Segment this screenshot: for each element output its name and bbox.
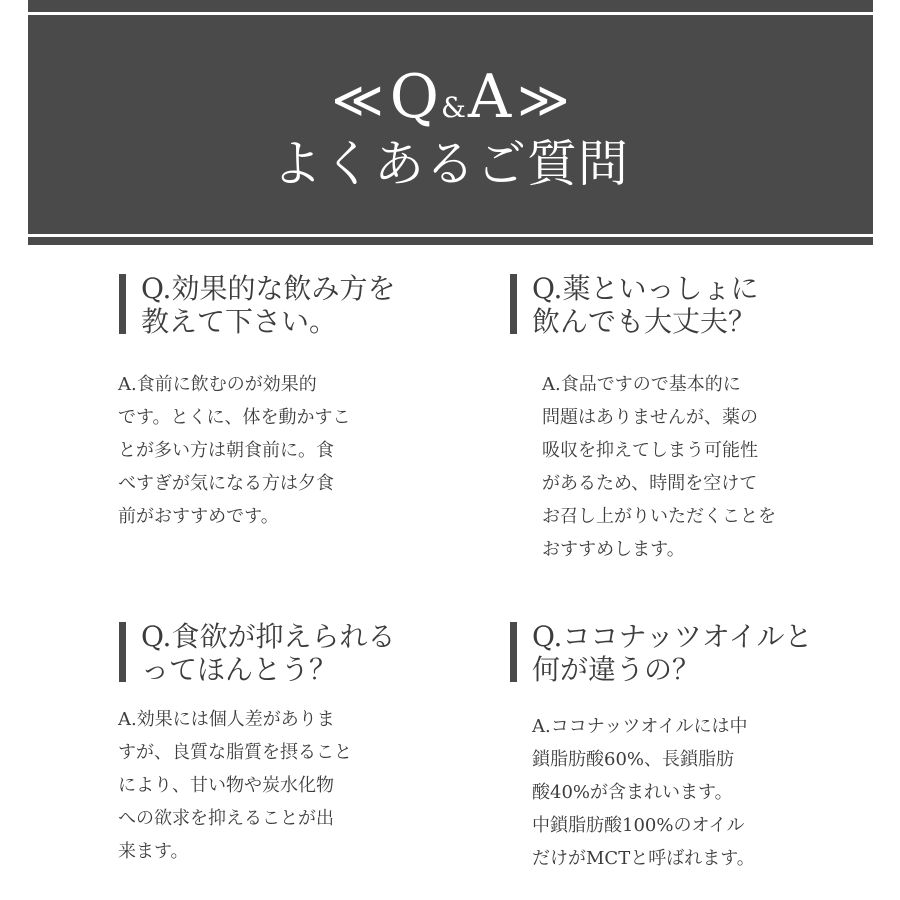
answer-line: 問題はありませんが、薬の: [542, 407, 758, 428]
bracket-right: ≫: [517, 70, 570, 129]
question-line: 飲んでも大丈夫？: [532, 305, 757, 338]
qa-item-with-medicine: [510, 272, 758, 338]
bracket-left: ≪: [331, 70, 384, 129]
question: [119, 620, 395, 686]
qa-header-banner: [28, 15, 873, 234]
bottom-divider: [28, 237, 873, 245]
top-divider: [28, 0, 873, 12]
question-line: 何が違うの？: [532, 653, 701, 686]
answer-line: A.ココナッツオイルには中: [532, 716, 748, 737]
answer-line: べすぎが気になる方は夕食: [118, 473, 334, 494]
answer-line: 酸40%が含まれいます。: [532, 782, 733, 803]
banner-a: A: [467, 61, 512, 132]
answer-line: A.効果には個人差がありま: [118, 709, 335, 730]
question: [119, 272, 395, 338]
answer-line: 鎖脂肪酸60%、長鎖脂肪: [532, 749, 735, 770]
banner-subtitle: よくあるご質問: [272, 134, 629, 193]
answer: [542, 368, 776, 566]
answer-line: とが多い方は朝食前に。食: [118, 440, 334, 461]
question-line: Q.効果的な飲み方を: [141, 272, 396, 305]
answer-line: だけがMCTと呼ばれます。: [532, 848, 755, 869]
answer: [532, 710, 755, 875]
answer-line: お召し上がりいただくことを: [542, 506, 776, 527]
question-line: Q.食欲が抑えられる: [141, 620, 396, 653]
answer: [118, 703, 352, 868]
qa-item-effective-drinking: [119, 272, 395, 338]
qa-item-appetite: [119, 620, 395, 686]
answer-line: すが、良質な脂質を摂ること: [118, 742, 352, 763]
question-line: Q.薬といっしょに: [532, 272, 759, 305]
answer-line: があるため、時間を空けて: [542, 473, 758, 494]
question: [510, 620, 813, 686]
answer-line: 中鎖脂肪酸100%のオイル: [532, 815, 745, 836]
question: [510, 272, 758, 338]
answer-line: です。とくに、体を動かすこ: [118, 407, 351, 428]
answer-line: A.食前に飲むのが効果的: [118, 374, 317, 395]
answer: [118, 368, 351, 533]
qa-item-coconut-oil: [510, 620, 813, 686]
banner-ampersand: &: [440, 90, 466, 124]
question-line: 教えて下さい。: [141, 305, 338, 338]
answer-line: への欲求を抑えることが出: [118, 808, 334, 829]
banner-q: Q: [389, 61, 439, 132]
answer-line: 前がおすすめです。: [118, 506, 279, 527]
answer-line: A.食品ですので基本的に: [542, 374, 741, 395]
answer-line: おすすめします。: [542, 539, 685, 560]
answer-line: 来ます。: [118, 841, 189, 862]
question-line: Q.ココナッツオイルと: [532, 620, 813, 653]
question-line: ってほんとう？: [141, 653, 338, 686]
answer-line: により、甘い物や炭水化物: [118, 775, 334, 796]
banner-title: [325, 61, 575, 132]
answer-line: 吸収を抑えてしまう可能性: [542, 440, 758, 461]
